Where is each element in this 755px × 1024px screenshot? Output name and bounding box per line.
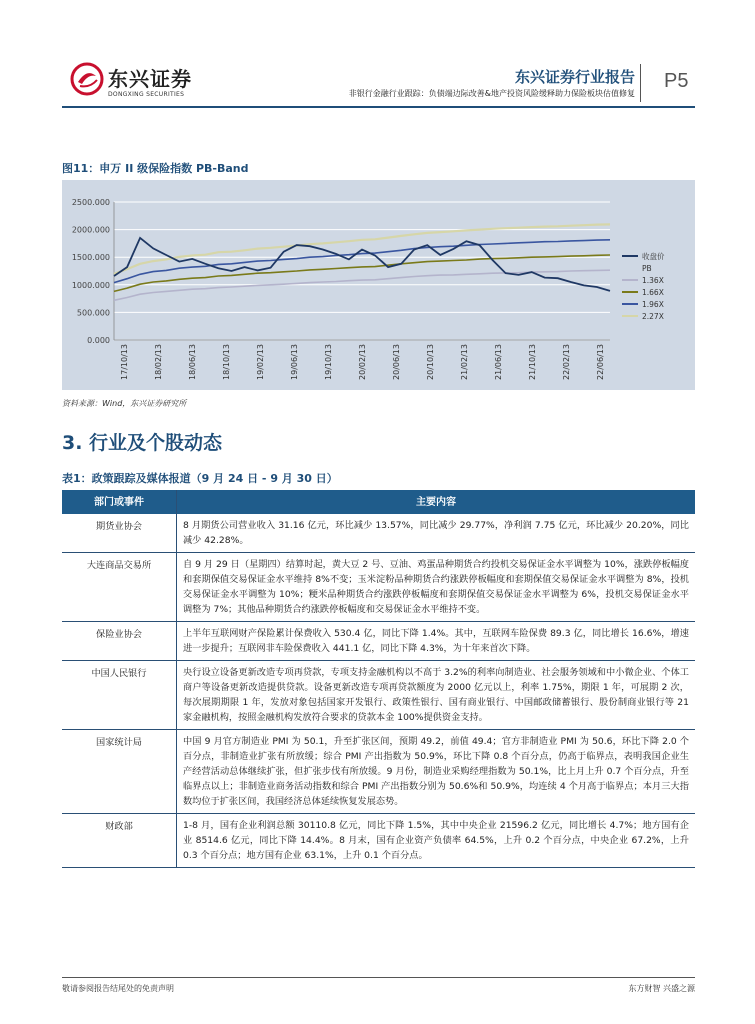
row-content: 上半年互联网财产保险累计保费收入 530.4 亿，同比下降 1.4%。其中，互联网车险保费 89.3 亿，同比增长 16.6%，增速进一步提升；互联网非车险保费收入 441.1 亿，同比下降 4.3%，为十年来首次下降。	[177, 622, 696, 661]
figure-title: 图11：申万 II 级保险指数 PB-Band	[62, 162, 249, 175]
header-divider	[640, 64, 641, 102]
table-row	[62, 661, 695, 730]
y-tick-label: 0.000	[87, 336, 110, 345]
row-org: 大连商品交易所	[62, 553, 177, 622]
x-tick-label: 21/10/13	[528, 344, 537, 380]
col-header-org: 部门或事件	[62, 490, 177, 514]
x-tick-label: 18/02/13	[154, 344, 163, 380]
table-row	[62, 553, 695, 622]
x-tick-label: 22/02/13	[562, 344, 571, 380]
row-content: 1-8 月，国有企业利润总额 30110.8 亿元，同比下降 1.5%，其中中央企业 21596.2 亿元，同比增长 4.7%；地方国有企业 8514.6 亿元，同比下降 14.4%。8 月末，国有企业资产负债率 64.5%，上升 0.2 个百分点，中央企业 67.2%，上升 0.3 个百分点；地方国有企业 63.1%，上升 0.1 个百分点。	[177, 814, 696, 868]
table-row	[62, 622, 695, 661]
page-number: P5	[664, 70, 689, 92]
x-tick-label: 19/02/13	[256, 344, 265, 380]
legend-label: 1.66X	[642, 288, 664, 297]
row-content: 8 月期货公司营业收入 31.16 亿元，环比减少 13.57%，同比减少 29.77%，净利润 7.75 亿元，环比减少 20.20%，同比减少 42.28%。	[177, 514, 696, 553]
table-row	[62, 514, 695, 553]
y-tick-label: 1500.000	[71, 253, 110, 263]
legend-label: 1.36X	[642, 276, 664, 285]
x-tick-label: 19/10/13	[324, 344, 333, 380]
figure-source: 资料来源：Wind，东兴证券研究所	[62, 399, 187, 408]
col-header-content: 主要内容	[177, 490, 696, 514]
row-content: 央行设立设备更新改造专项再贷款，专项支持金融机构以不高于 3.2%的利率向制造业、社会服务领域和中小微企业、个体工商户等设备更新改造提供贷款。设备更新改造专项再贷款额度为 2000 亿元以上，利率 1.75%，期限 1 年，可展期 2 次，每次展期期限 1 年，发放对象包括国家开发银行、政策性银行、国有商业银行、中国邮政储蓄银行、股份制商业银行等 21 家金融机构，按照金融机构发放符合要求的贷款本金 100%提供资金支持。	[177, 661, 696, 730]
pb-band-chart	[62, 180, 695, 390]
logo-icon	[70, 62, 104, 96]
y-tick-label: 2000.000	[71, 225, 110, 235]
policy-table	[62, 490, 695, 868]
row-org: 保险业协会	[62, 622, 177, 661]
table-row	[62, 814, 695, 868]
x-tick-label: 20/02/13	[358, 344, 367, 380]
y-tick-label: 500.000	[76, 308, 110, 318]
x-tick-label: 18/10/13	[222, 344, 231, 380]
y-tick-label: 2500.000	[71, 198, 110, 207]
legend-label: 1.96X	[642, 300, 664, 309]
x-tick-label: 20/10/13	[426, 344, 435, 380]
y-tick-label: 1000.000	[71, 280, 110, 290]
row-content: 自 9 月 29 日（星期四）结算时起，黄大豆 2 号、豆油、鸡蛋品种期货合约投机交易保证金水平调整为 10%，涨跌停板幅度和套期保值交易保证金水平维持 8%不变；玉米淀粉品种期货合约涨跌停板幅度和套期保值交易保证金水平调整为 8%，投机交易保证金水平调整为 10%；粳米品种期货合约涨跌停板幅度和套期保值交易保证金水平调整为 6%，投机交易保证金水平调整为 7%；其他品种期货合约涨跌停板幅度和交易保证金水平维持不变。	[177, 553, 696, 622]
x-tick-label: 21/02/13	[460, 344, 469, 380]
footer-rule	[62, 977, 695, 978]
x-tick-label: 22/06/13	[596, 344, 605, 380]
logo-subtext: DONGXING SECURITIES	[108, 91, 185, 98]
legend-label: 收盘价	[642, 252, 665, 261]
row-org: 中国人民银行	[62, 661, 177, 730]
row-content: 中国 9 月官方制造业 PMI 为 50.1，升至扩张区间，预期 49.2，前值 49.4；官方非制造业 PMI 为 50.6，环比下降 2.0 个百分点，非制造业扩张有所放缓；综合 PMI 产出指数为 50.9%，环比下降 0.8 个百分点，仍高于临界点，表明我国企业生产经营活动总体继续扩张，但扩张步伐有所放缓。9 月份，制造业采购经理指数为 50.1%，比上月上升 0.7 个百分点，升至临界点以上；非制造业商务活动指数和综合 PMI 产出指数分别为 50.6%和 50.9%，均连续 4 个月高于临界点；本月三大指数均位于扩张区间，我国经济总体延续恢复发展态势。	[177, 730, 696, 814]
report-title: 东兴证券行业报告	[514, 68, 635, 86]
plot-background	[114, 202, 610, 340]
table-title: 表1：政策跟踪及媒体报道（9 月 24 日 - 9 月 30 日）	[62, 472, 338, 485]
report-subtitle: 非银行金融行业跟踪：负债端边际改善&地产投资风险缓释助力保险板块估值修复	[348, 89, 635, 98]
x-tick-label: 19/06/13	[290, 344, 299, 380]
row-org: 期货业协会	[62, 514, 177, 553]
row-org: 国家统计局	[62, 730, 177, 814]
x-tick-label: 21/06/13	[494, 344, 503, 380]
table-header-row	[62, 490, 695, 514]
table-row	[62, 730, 695, 814]
legend-label: 2.27X	[642, 312, 664, 321]
section-title: 3. 行业及个股动态	[62, 432, 223, 454]
x-tick-label: 18/06/13	[188, 344, 197, 380]
legend-label: PB	[642, 264, 652, 273]
footer-slogan: 东方财智 兴盛之源	[628, 984, 695, 993]
header-rule	[62, 106, 695, 108]
row-org: 财政部	[62, 814, 177, 868]
x-tick-label: 17/10/13	[120, 344, 129, 380]
footer-disclaimer: 敬请参阅报告结尾处的免责声明	[62, 984, 174, 993]
chart-area	[62, 180, 695, 390]
logo-text: 东兴证券	[108, 67, 192, 91]
x-tick-label: 20/06/13	[392, 344, 401, 380]
